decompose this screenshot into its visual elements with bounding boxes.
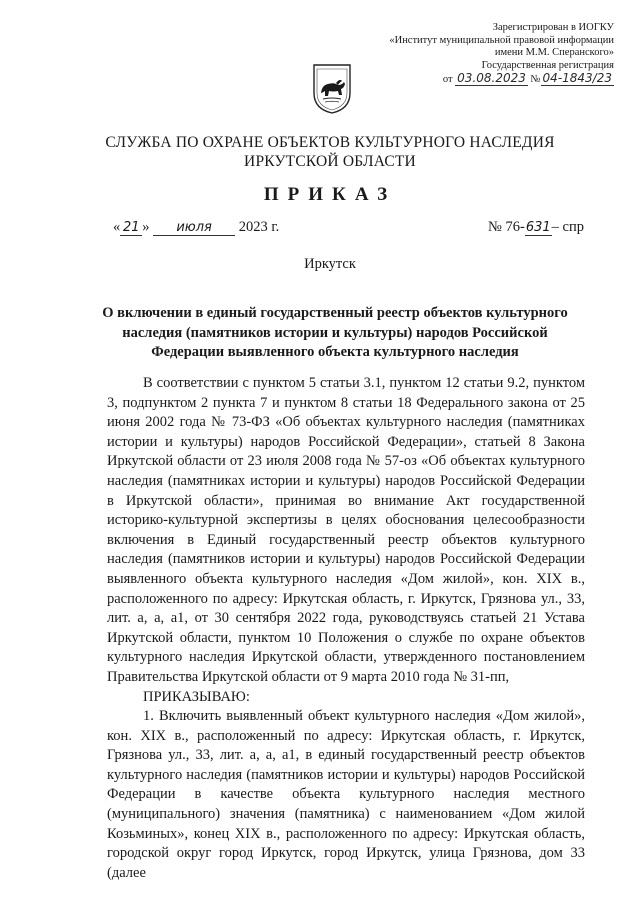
order-date	[113, 219, 279, 236]
registration-date-line	[359, 72, 614, 87]
registration-from-label: от	[442, 74, 453, 85]
organization-title	[60, 133, 600, 171]
city: Иркутск	[304, 256, 356, 272]
order-number-prefix: № 76-	[488, 219, 525, 235]
organization-title-line-1: СЛУЖБА ПО ОХРАНЕ ОБЪЕКТОВ КУЛЬТУРНОГО НАСЛЕДИЯ	[105, 134, 555, 151]
registration-number: 04-1843/23	[542, 71, 612, 85]
date-open-quote: «	[113, 219, 121, 235]
order-number	[488, 219, 584, 236]
registration-number-label: №	[530, 74, 541, 85]
order-subject: О включении в единый государственный реестр объектов культурного наследия (памятников истории и культуры) народов Российской Федерации выявленного объекта культурного наследия	[102, 305, 568, 360]
registration-line-1: Зарегистрирован в ИОГКУ	[492, 22, 614, 33]
date-day: 21	[120, 220, 142, 236]
order-number-suffix: – спр	[551, 219, 584, 235]
preamble-paragraph: В соответствии с пунктом 5 статьи 3.1, пунктом 12 статьи 9.2, пунктом 3, подпунктом 2 пункта 7 и пунктом 8 статьи 18 Федерального закона от 25 июня 2002 года № 73-ФЗ «Об объектах культурного наследия (памятниках истории и культуры) народов Российской Федерации», статьей 8 Закона Иркутской области от 23 июля 2008 года № 57-оз «Об объектах культурного наследия (памятниках истории и культуры) народов Российской Федерации в Иркутской области», принимая во внимание Акт государственной историко-культурной экспертизы в целях обоснования целесообразности включения в Единый государственный реестр объектов культурного наследия (памятников истории и культуры) народов Российской Федерации выявленного объекта культурного наследия «Дом жилой», кон. XIX в., расположенного по адресу: Иркутская область, г. Иркутск, Грязнова ул., 33, лит. а, а, а1, от 30 сентября 2022 года, руководствуясь статьей 21 Устава Иркутской области, пунктом 10 Положения о службе по охране объектов культурного наследия Иркутской области, утвержденного постановлением Правительства Иркутской области от 9 марта 2010 года № 31-пп,	[107, 375, 585, 685]
order-body	[107, 374, 585, 883]
date-year: 2023 г.	[238, 219, 280, 235]
registration-line-4: Государственная регистрация	[481, 59, 614, 71]
registration-line-2: «Институт муниципальной правовой информации	[389, 34, 614, 46]
document-type-heading: ПРИКАЗ	[263, 184, 397, 205]
order-number-value: 631	[525, 220, 551, 235]
registration-line-3: имени М.М. Сперанского»	[494, 47, 614, 58]
date-month: июля	[153, 220, 235, 236]
registration-stamp	[359, 22, 614, 87]
coat-of-arms-icon	[312, 63, 352, 115]
registration-date: 03.08.2023	[457, 71, 526, 85]
order-word: ПРИКАЗЫВАЮ:	[143, 688, 250, 705]
date-close-quote: »	[142, 219, 150, 235]
item-1-paragraph: 1. Включить выявленный объект культурного наследия «Дом жилой», кон. XIX в., расположенный по адресу: Иркутская область, г. Иркутск, Грязнова ул., 33, лит. а, а, а1, в единый государственный реестр объектов культурного наследия (памятников истории и культуры) народов Российской Федерации в качестве объекта культурного наследия местного (муниципального) значения (памятника) с наименованием «Дом жилой Козьминых», конец XIX в., расположенного по адресу: Иркутская область, городской округ город Иркутск, город Иркутск, улица Грязнова, дом 33 (далее	[107, 708, 585, 881]
organization-title-line-2: ИРКУТСКОЙ ОБЛАСТИ	[244, 153, 416, 170]
